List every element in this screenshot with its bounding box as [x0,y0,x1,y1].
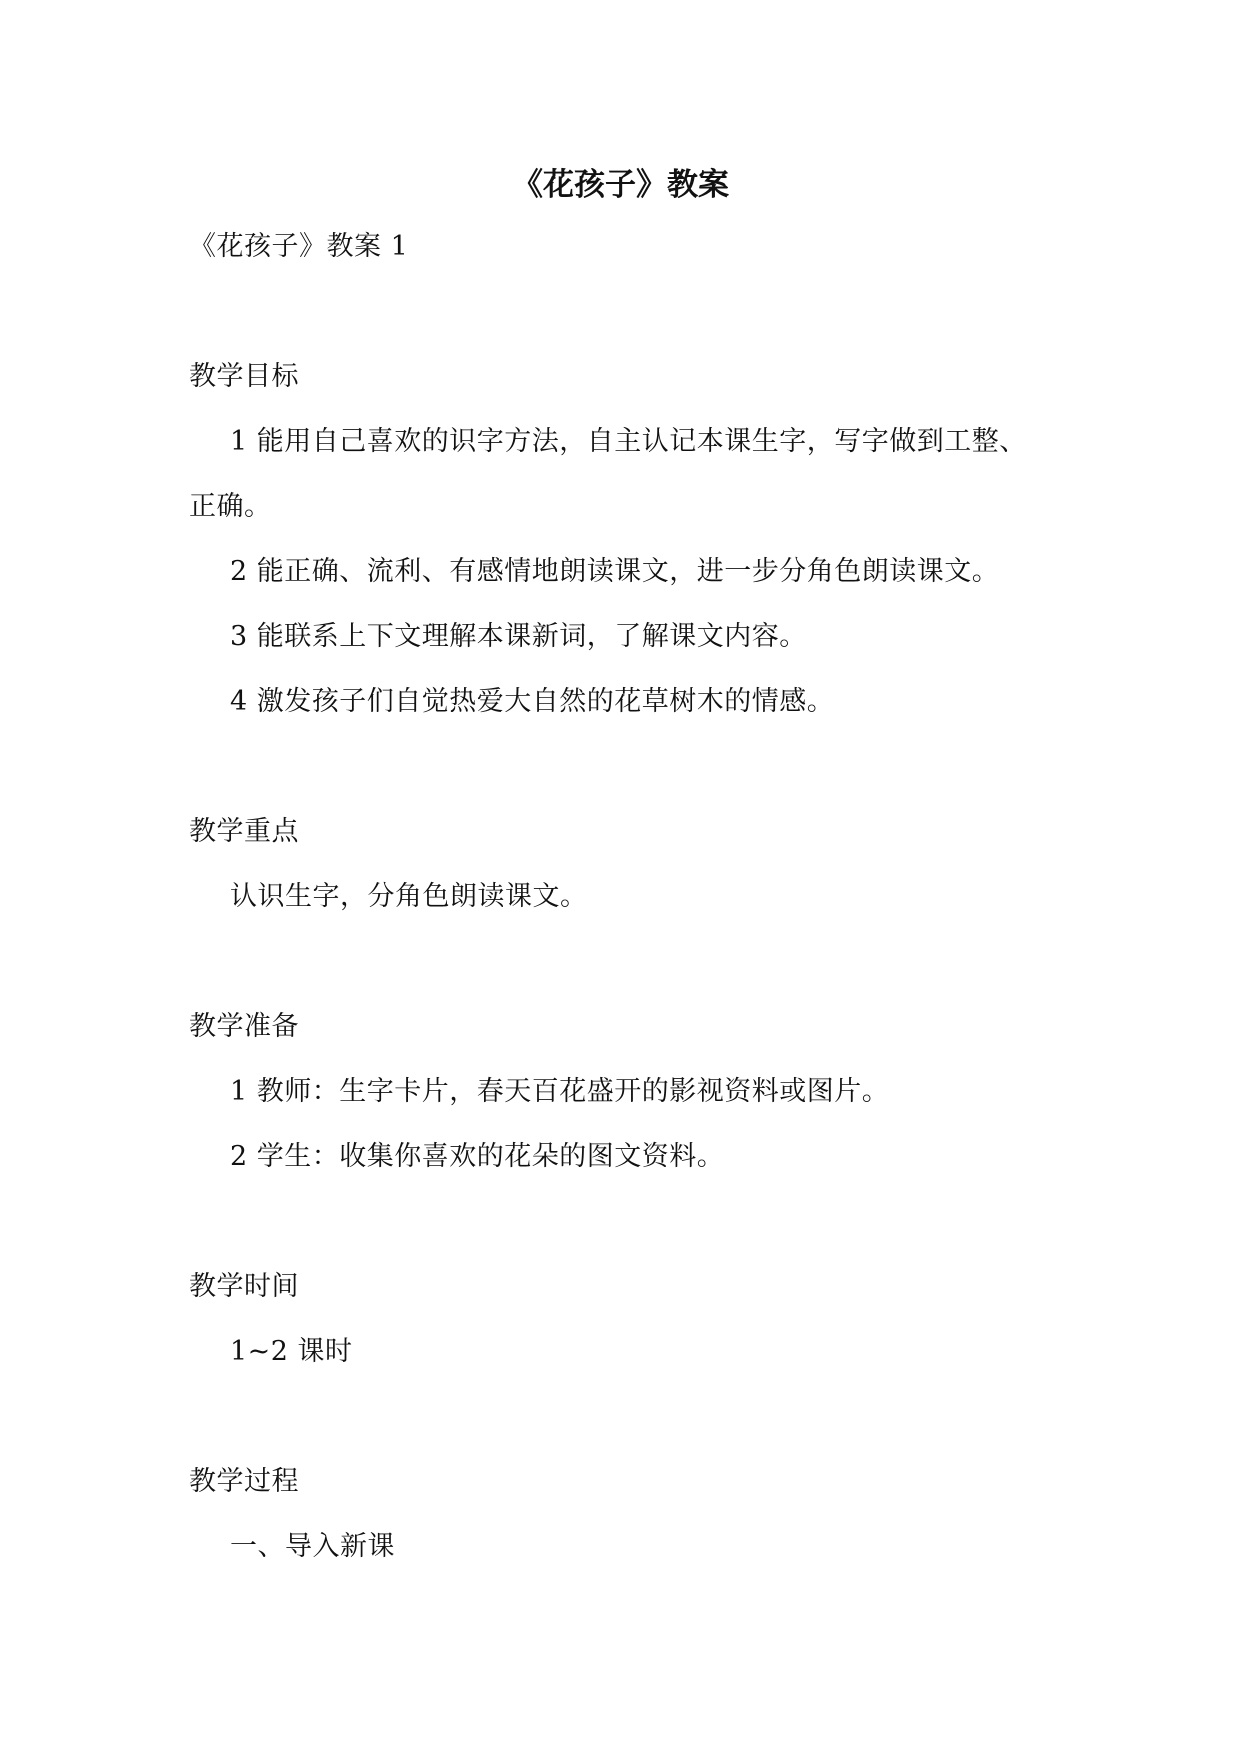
goal-item-2: 2 能正确、流利、有感情地朗读课文，进一步分角色朗读课文。 [230,556,1000,587]
goal-item-1: 1 能用自己喜欢的识字方法，自主认记本课生字，写字做到工整、 [230,426,1027,457]
key-point-item-1: 认识生字，分角色朗读课文。 [230,881,588,912]
preparation-item-2: 2 学生：收集你喜欢的花朵的图文资料。 [230,1141,725,1172]
document-subtitle: 《花孩子》教案 1 [189,231,409,262]
time-item-1: 1~2 课时 [230,1336,353,1367]
section-heading-process: 教学过程 [189,1466,299,1497]
goal-item-1-continued: 正确。 [189,491,272,522]
section-heading-key-points: 教学重点 [189,816,299,847]
goal-item-3: 3 能联系上下文理解本课新词，了解课文内容。 [230,621,807,652]
section-heading-preparation: 教学准备 [189,1011,299,1042]
preparation-item-1: 1 教师：生字卡片，春天百花盛开的影视资料或图片。 [230,1076,890,1107]
section-heading-goals: 教学目标 [189,361,299,392]
goal-item-4: 4 激发孩子们自觉热爱大自然的花草树木的情感。 [230,686,835,717]
document-title: 《花孩子》教案 [512,167,729,203]
process-item-1: 一、导入新课 [230,1531,395,1562]
section-heading-time: 教学时间 [189,1271,299,1302]
